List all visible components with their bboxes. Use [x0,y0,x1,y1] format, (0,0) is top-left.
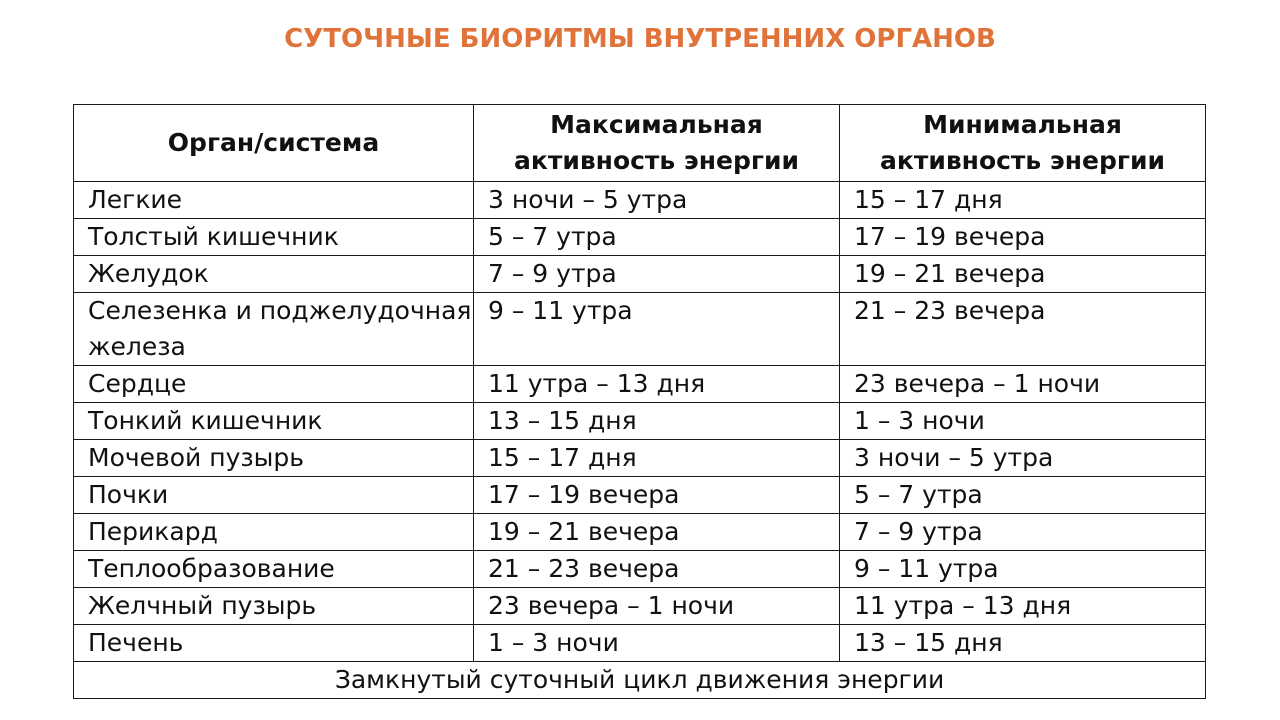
organ-cell: Теплообразование [74,551,474,588]
table-row [74,514,1206,551]
table-footer-row [74,662,1206,699]
max-cell: 11 утра – 13 дня [474,366,840,403]
min-cell: 15 – 17 дня [840,182,1206,219]
min-cell: 1 – 3 ночи [840,403,1206,440]
header-max-line1: Максимальная [550,110,763,139]
max-cell: 7 – 9 утра [474,256,840,293]
header-max-activity [474,105,840,182]
max-cell: 5 – 7 утра [474,219,840,256]
organ-cell: Желудок [74,256,474,293]
page-title: СУТОЧНЫЕ БИОРИТМЫ ВНУТРЕННИХ ОРГАНОВ [284,24,996,54]
min-cell: 7 – 9 утра [840,514,1206,551]
table-row [74,440,1206,477]
min-cell: 23 вечера – 1 ночи [840,366,1206,403]
organ-cell: Перикард [74,514,474,551]
header-max-line2: активность энергии [514,146,799,175]
table-row [74,219,1206,256]
table-row [74,366,1206,403]
min-cell: 19 – 21 вечера [840,256,1206,293]
max-cell: 21 – 23 вечера [474,551,840,588]
organ-cell: Сердце [74,366,474,403]
min-cell: 5 – 7 утра [840,477,1206,514]
table-row [74,551,1206,588]
max-cell: 23 вечера – 1 ночи [474,588,840,625]
table-row [74,293,1206,366]
min-cell: 13 – 15 дня [840,625,1206,662]
table-row [74,588,1206,625]
max-cell: 9 – 11 утра [474,293,840,366]
organ-cell: Легкие [74,182,474,219]
organ-cell: Почки [74,477,474,514]
table-row [74,477,1206,514]
max-cell: 1 – 3 ночи [474,625,840,662]
header-min-line2: активность энергии [880,146,1165,175]
min-cell: 11 утра – 13 дня [840,588,1206,625]
min-cell: 3 ночи – 5 утра [840,440,1206,477]
table-row [74,403,1206,440]
biorhythm-table [73,104,1206,699]
organ-cell: Желчный пузырь [74,588,474,625]
header-min-activity [840,105,1206,182]
table-row [74,182,1206,219]
organ-cell: Печень [74,625,474,662]
organ-cell: Толстый кишечник [74,219,474,256]
max-cell: 15 – 17 дня [474,440,840,477]
organ-cell: Мочевой пузырь [74,440,474,477]
table-footer: Замкнутый суточный цикл движения энергии [74,662,1206,699]
min-cell: 9 – 11 утра [840,551,1206,588]
max-cell: 13 – 15 дня [474,403,840,440]
table-header-row [74,105,1206,182]
organ-cell: Тонкий кишечник [74,403,474,440]
max-cell: 19 – 21 вечера [474,514,840,551]
table-row [74,256,1206,293]
min-cell: 17 – 19 вечера [840,219,1206,256]
organ-cell: Селезенка и поджелудочная железа [74,293,474,366]
table-row [74,625,1206,662]
max-cell: 17 – 19 вечера [474,477,840,514]
max-cell: 3 ночи – 5 утра [474,182,840,219]
header-min-line1: Минимальная [923,110,1122,139]
header-organ: Орган/система [74,105,474,182]
min-cell: 21 – 23 вечера [840,293,1206,366]
